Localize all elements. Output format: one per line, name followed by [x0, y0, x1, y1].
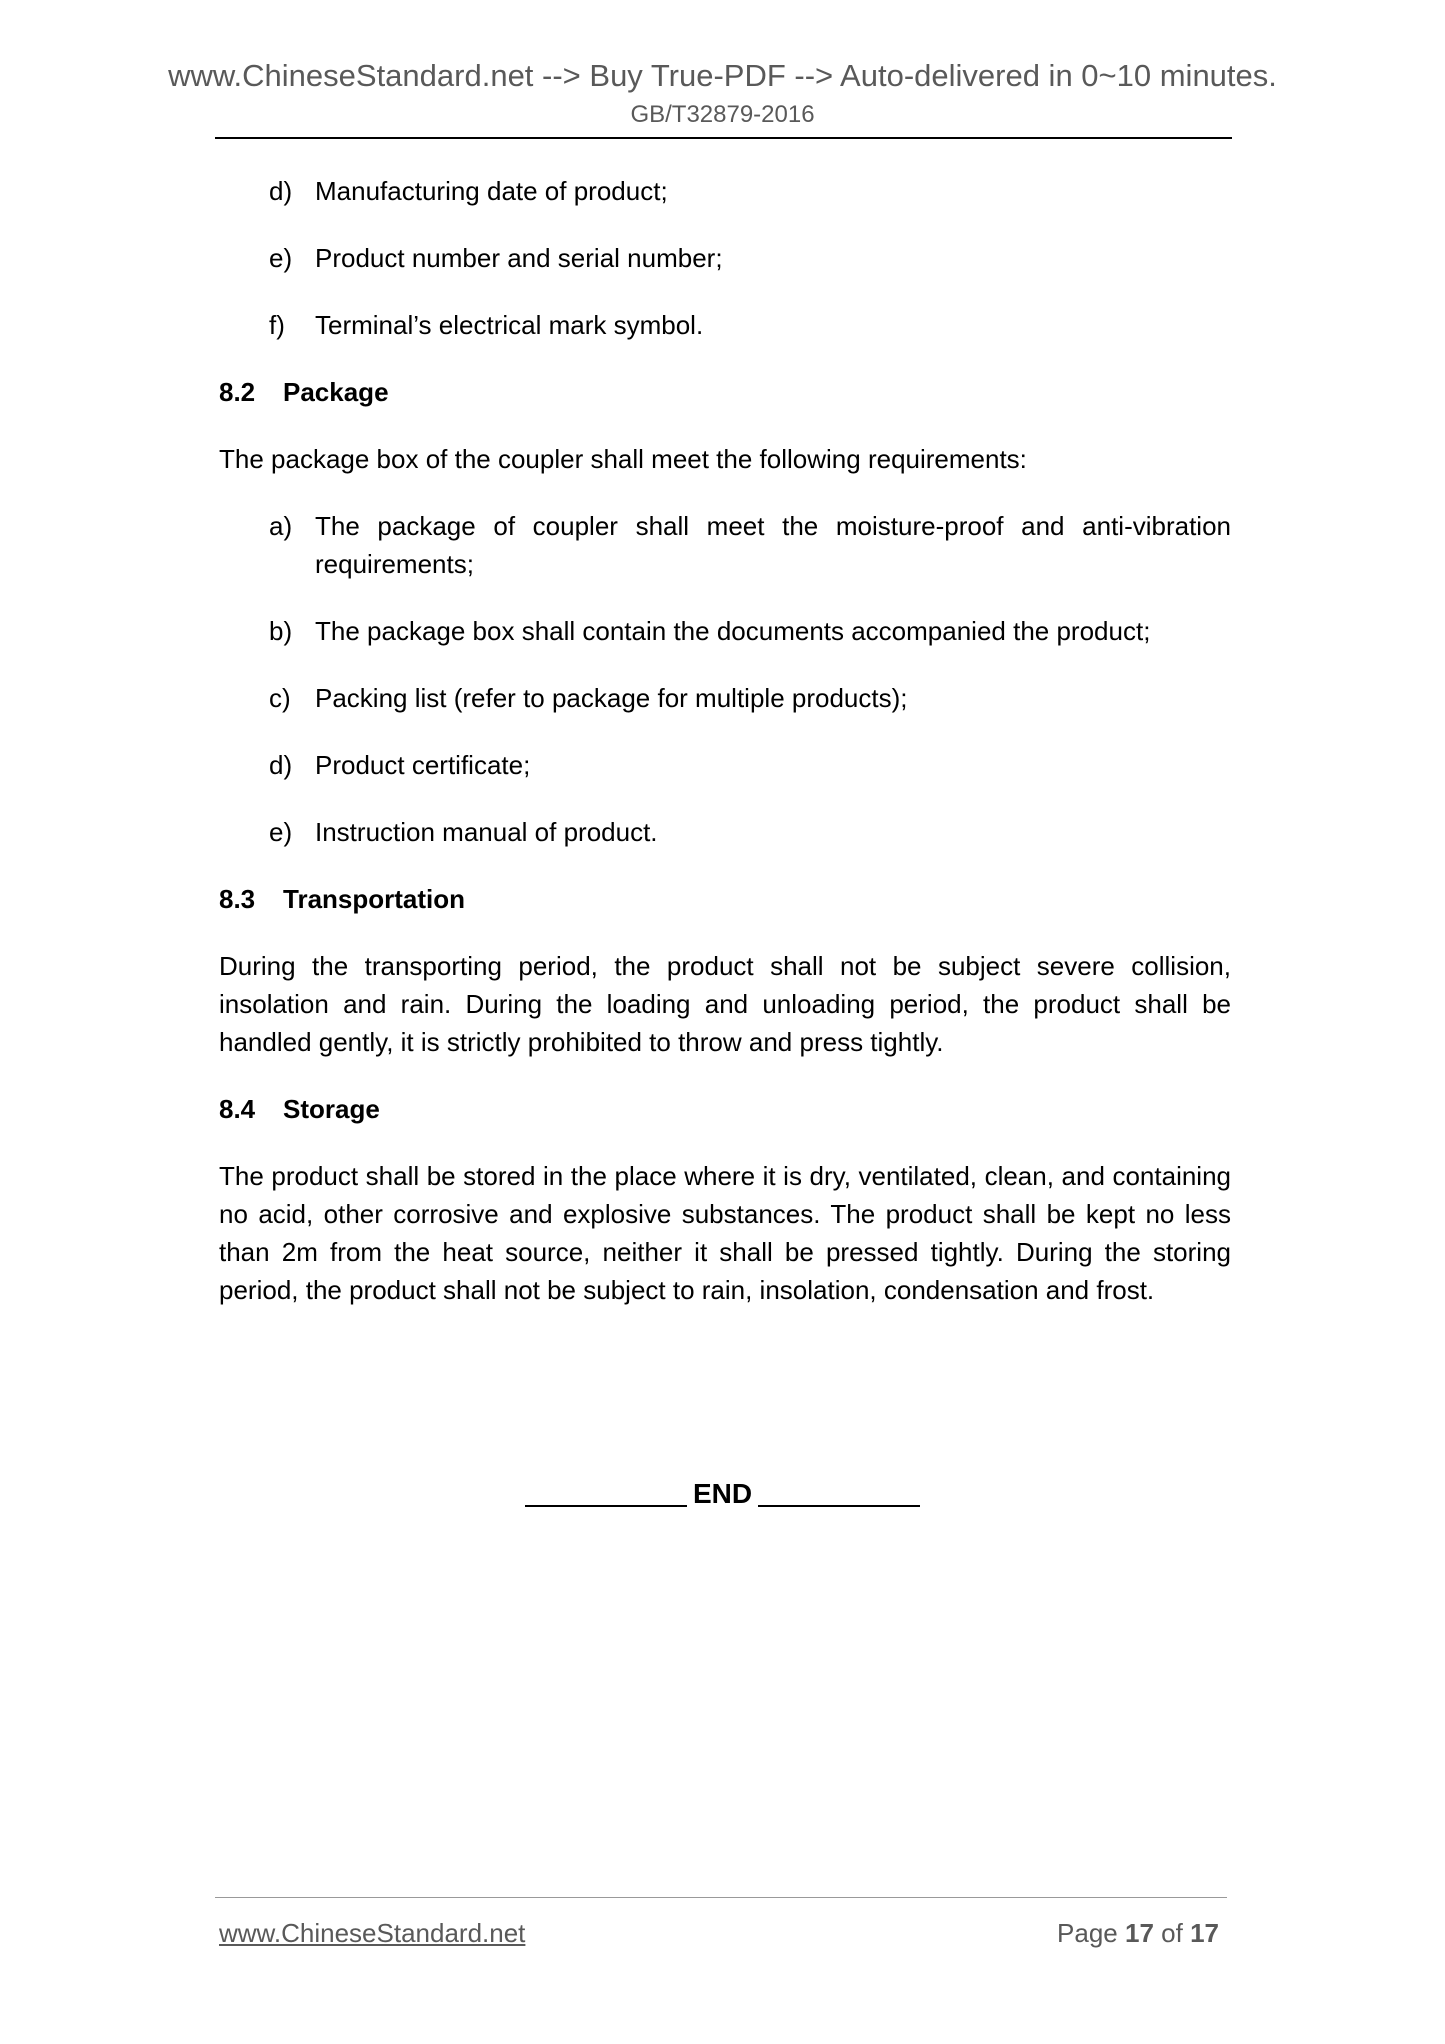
end-rule-left — [525, 1505, 687, 1507]
page-label: Page — [1057, 1918, 1118, 1948]
list-marker: a) — [269, 511, 293, 541]
section-heading-transportation — [219, 880, 1231, 918]
list-item-text: Terminal’s electrical mark symbol. — [315, 310, 704, 340]
list-marker: b) — [269, 616, 293, 646]
section-title: Package — [283, 377, 389, 407]
list-item — [219, 679, 1231, 717]
list-item-text: The package of coupler shall meet the moisture-proof and anti-vibration requirements; — [315, 511, 1231, 579]
page-total: 17 — [1190, 1918, 1219, 1948]
list-marker: e) — [269, 243, 293, 273]
section-number: 8.3 — [219, 884, 256, 914]
page-header — [0, 56, 1445, 130]
list-item — [219, 507, 1231, 583]
transportation-body: During the transporting period, the product shall not be subject severe collision, insolation and rain. During the loading and unloading period, the product shall be handled gently, it is strictly prohibited to throw and press tightly. — [219, 951, 1231, 1057]
page-current: 17 — [1125, 1918, 1154, 1948]
page-of: of — [1161, 1918, 1183, 1948]
list-marker: d) — [269, 176, 293, 206]
list-item — [219, 612, 1231, 650]
list-marker: e) — [269, 817, 293, 847]
list-item-text: Manufacturing date of product; — [315, 176, 668, 206]
end-label: END — [692, 1478, 753, 1509]
standard-number: GB/T32879-2016 — [630, 101, 815, 128]
list-item — [219, 172, 1231, 210]
section-title: Transportation — [283, 884, 466, 914]
list-marker: c) — [269, 683, 291, 713]
end-marker — [0, 1476, 1445, 1512]
section-heading-storage — [219, 1090, 1231, 1128]
package-intro: The package box of the coupler shall meet the following requirements: — [219, 444, 1027, 474]
storage-body: The product shall be stored in the place where it is dry, ventilated, clean, and containing no acid, other corrosive and explosive substances. The product shall be kept no less than 2m from the heat source, neither it shall be pressed tightly. During the storing period, the product shall not be subject to rain, insolation, condensation and frost. — [219, 1161, 1231, 1305]
section-title: Storage — [283, 1094, 380, 1124]
header-divider — [215, 137, 1232, 139]
list-item-text: Packing list (refer to package for multiple products); — [315, 683, 908, 713]
list-item — [219, 239, 1231, 277]
list-item-text: Product certificate; — [315, 750, 531, 780]
header-banner: www.ChineseStandard.net --> Buy True-PDF --> Auto-delivered in 0~10 minutes. — [168, 58, 1277, 93]
footer-divider — [215, 1897, 1227, 1898]
list-item-text: Instruction manual of product. — [315, 817, 658, 847]
section-number: 8.4 — [219, 1094, 256, 1124]
list-item — [219, 306, 1231, 344]
section-number: 8.2 — [219, 377, 256, 407]
list-marker: d) — [269, 750, 293, 780]
footer-website-link[interactable]: www.ChineseStandard.net — [219, 1918, 526, 1948]
document-body — [219, 172, 1231, 1309]
list-item-text: Product number and serial number; — [315, 243, 723, 273]
list-marker: f) — [269, 310, 285, 340]
list-item — [219, 813, 1231, 851]
list-item — [219, 746, 1231, 784]
list-item-text: The package box shall contain the documents accompanied the product; — [315, 616, 1151, 646]
page-indicator — [1057, 1916, 1219, 1950]
end-rule-right — [758, 1505, 920, 1507]
section-heading-package — [219, 373, 1231, 411]
